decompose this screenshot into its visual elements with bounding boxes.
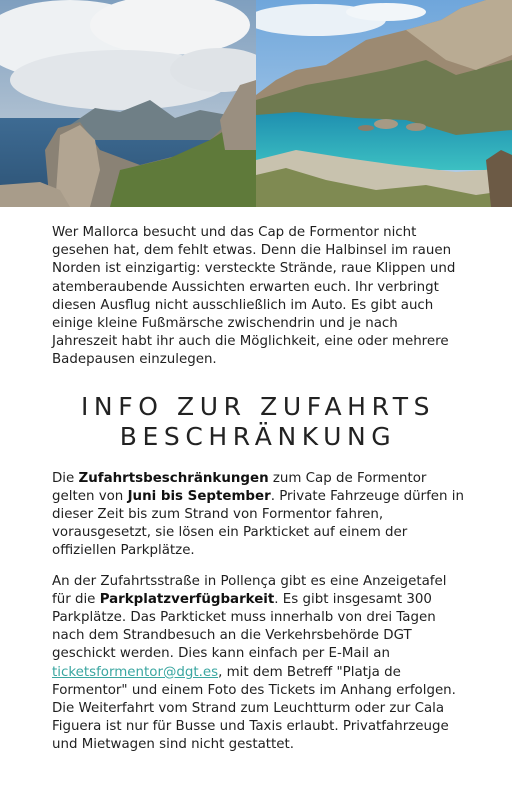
- bold-term-parking: Parkplatzverfügbarkeit: [99, 591, 275, 607]
- parking-paragraph: [52, 573, 464, 755]
- text-segment: , mit dem Betreff "Platja de Formentor" und einem Foto des Tickets im Anhang erfolgen. Die Weiterfahrt vom Strand zum Leuchtturm oder zur Cala Figuera ist nur für Busse und Taxis erlaubt. Privatfahrzeuge und Mietwagen sind nicht gestattet.: [52, 664, 456, 753]
- bay-photo: [256, 0, 512, 207]
- cliffs-photo: [0, 0, 256, 207]
- text-segment: Die: [52, 470, 79, 486]
- intro-paragraph: Wer Mallorca besucht und das Cap de Formentor nicht gesehen hat, dem fehlt etwas. Denn die Halbinsel im rauen Norden ist einzigartig: versteckte Strände, raue Klippen und atemberaubende Aussichten erwarten euch. Ihr verbringt diesen Ausflug nicht ausschließlich im Auto. Es gibt auch einige kleine Fußmärsche zwischendrin und je nach Jahreszeit habt ihr auch die Möglichkeit, eine oder mehrere Badepausen einzulegen.: [52, 225, 456, 368]
- hero-images: [0, 0, 512, 207]
- article-content: [52, 224, 464, 755]
- section-heading: [52, 392, 464, 452]
- bold-term-period: Juni bis September: [127, 488, 271, 504]
- text-segment: An der Zufahrtsstraße in Pollença gibt es eine Anzeigetafel für die: [52, 573, 447, 607]
- text-segment: . Es gibt insgesamt 300 Parkplätze. Das Parkticket muss innerhalb von drei Tagen nach dem Strandbesuch an die Verkehrsbehörde DGT geschickt werden. Dies kann einfach per E-Mail an: [52, 591, 436, 662]
- access-restriction-paragraph: [52, 470, 464, 561]
- email-link[interactable]: ticketsformentor@dgt.es: [52, 664, 219, 680]
- bold-term-restrictions: Zufahrtsbeschränkungen: [78, 470, 269, 486]
- text-segment: zum Cap de Formentor gelten von: [52, 470, 427, 504]
- section-heading-line2: BESCHRÄNKUNG: [119, 421, 397, 451]
- text-segment: . Private Fahrzeuge dürfen in dieser Zeit bis zum Strand von Formentor fahren, vorausgesetzt, sie lösen ein Parkticket auf einem der offiziellen Parkplätze.: [52, 488, 464, 559]
- section-heading-line1: INFO ZUR ZUFAHRTS: [80, 391, 436, 421]
